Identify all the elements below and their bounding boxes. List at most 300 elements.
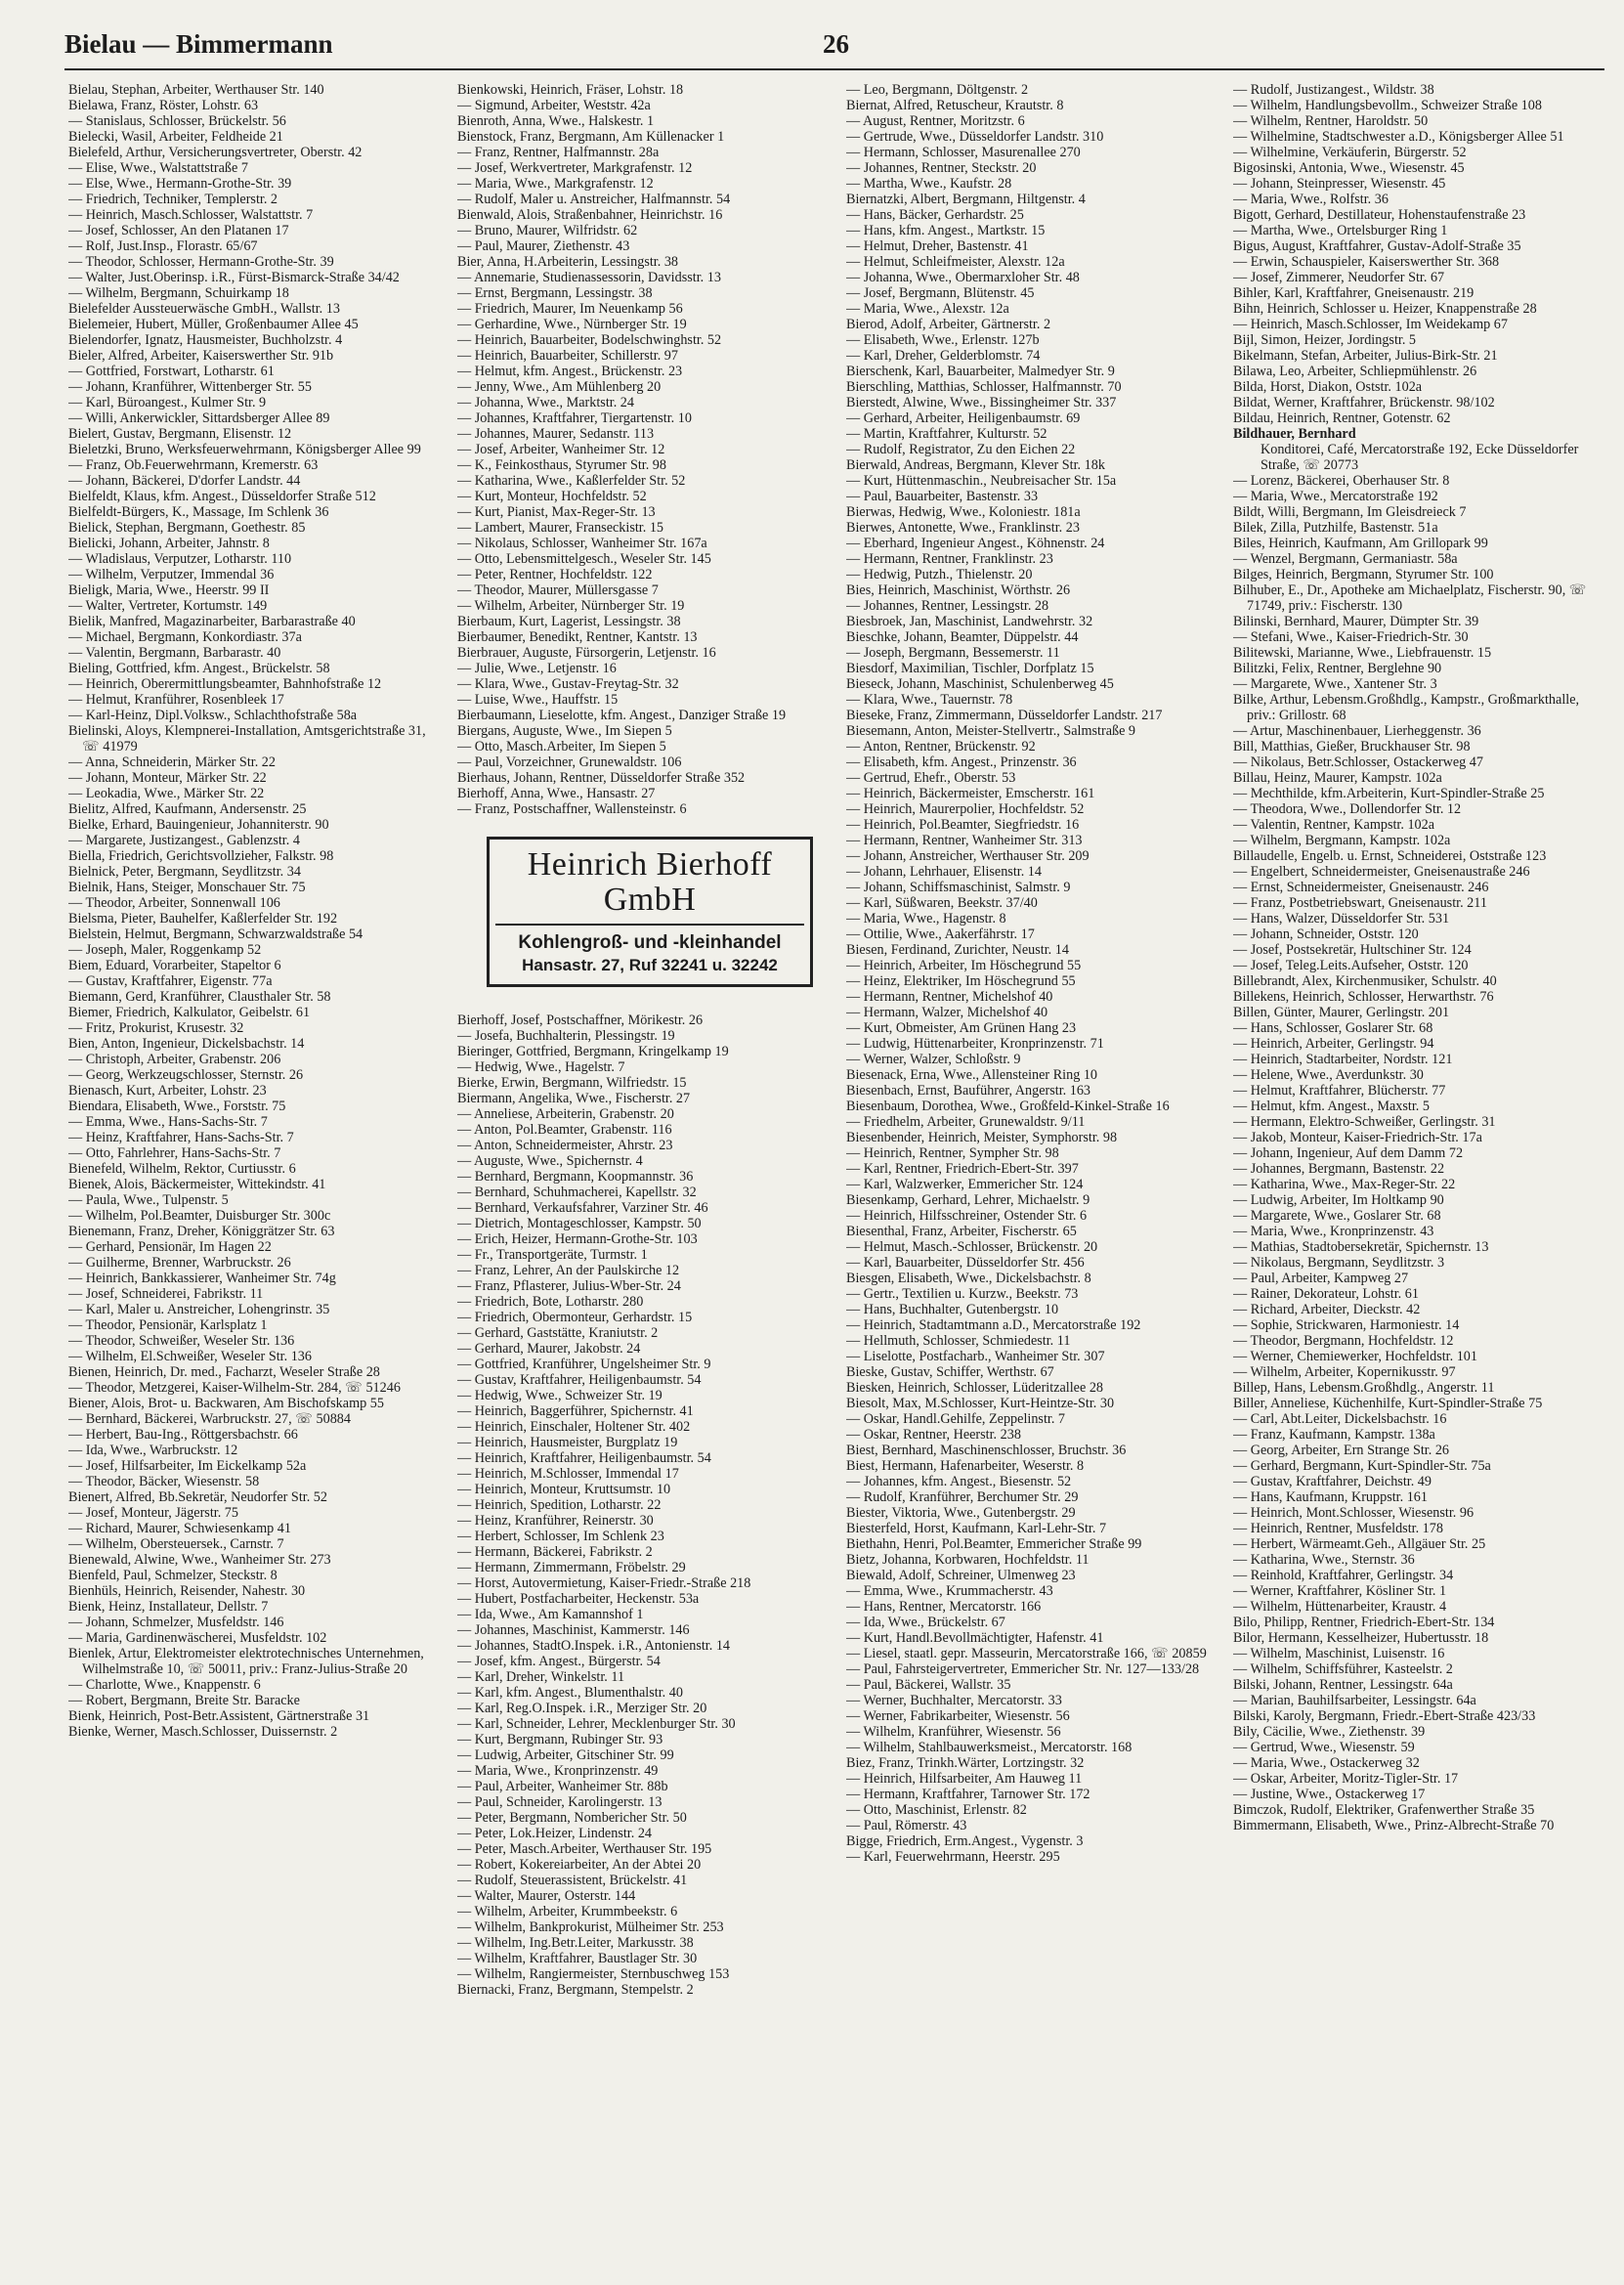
directory-entry: — Rolf, Just.Insp., Florastr. 65/67 — [68, 238, 258, 254]
directory-entry: Billau, Heinz, Maurer, Kampstr. 102a — [1233, 770, 1442, 786]
directory-entry: — Heinrich, Hilfsschreiner, Ostender Str. 6 — [846, 1208, 1088, 1224]
directory-entry: — Heinrich, Masch.Schlosser, Im Weidekamp 67 — [1233, 317, 1508, 332]
directory-entry: Bier, Anna, H.Arbeiterin, Lessingstr. 38 — [457, 254, 679, 270]
directory-entry: Biesken, Heinrich, Schlosser, Lüderitzallee 28 — [846, 1380, 1104, 1396]
directory-entry: — Hermann, Rentner, Wanheimer Str. 313 — [846, 833, 1083, 848]
directory-entry: — Werner, Kraftfahrer, Kösliner Str. 1 — [1233, 1583, 1447, 1599]
directory-entry: — Auguste, Wwe., Spichernstr. 4 — [457, 1153, 643, 1169]
directory-entry: — Elise, Wwe., Walstattstraße 7 — [68, 160, 248, 176]
running-title: Bielau — Bimmermann — [64, 29, 333, 59]
directory-entry: — Anneliese, Arbeiterin, Grabenstr. 20 — [457, 1106, 674, 1122]
directory-entry: — Robert, Bergmann, Breite Str. Baracke — [68, 1693, 300, 1708]
directory-entry: — Josef, Hilfsarbeiter, Im Eickelkamp 52a — [68, 1458, 307, 1474]
directory-entry: Bilski, Karoly, Bergmann, Friedr.-Ebert-Straße 423/33 — [1233, 1708, 1536, 1724]
directory-entry: — Wilhelm, Arbeiter, Nürnberger Str. 19 — [457, 598, 685, 614]
directory-entry: — Friedrich, Maurer, Im Neuenkamp 56 — [457, 301, 683, 317]
directory-entry: — Heinrich, Kraftfahrer, Heiligenbaumstr. 54 — [457, 1450, 711, 1466]
directory-entry: — Friedrich, Obermonteur, Gerhardstr. 15 — [457, 1310, 693, 1325]
directory-entry: — Heinrich, Einschaler, Holtener Str. 402 — [457, 1419, 691, 1435]
directory-entry: — Wilhelm, Bergmann, Schuirkamp 18 — [68, 285, 289, 301]
directory-entry: — Gertr., Textilien u. Kurzw., Beekstr. 73 — [846, 1286, 1079, 1302]
column-1 — [68, 82, 432, 2262]
directory-entry: — Valentin, Rentner, Kampstr. 102a — [1233, 817, 1435, 833]
directory-entry: — Anton, Schneidermeister, Ahrstr. 23 — [457, 1138, 673, 1153]
directory-entry: — Rudolf, Registrator, Zu den Eichen 22 — [846, 442, 1076, 457]
directory-entry: — Wilhelm, Arbeiter, Krummbeekstr. 6 — [457, 1904, 678, 1919]
directory-entry: — Willi, Ankerwickler, Sittardsberger Allee 89 — [68, 410, 330, 426]
directory-entry: Bill, Matthias, Gießer, Bruckhauser Str. 98 — [1233, 739, 1471, 754]
directory-entry: — Ida, Wwe., Brückelstr. 67 — [846, 1615, 1005, 1630]
directory-entry: Bierhaus, Johann, Rentner, Düsseldorfer Straße 352 — [457, 770, 746, 786]
directory-entry: Bielendorfer, Ignatz, Hausmeister, Buchholzstr. 4 — [68, 332, 343, 348]
directory-entry: — Wilhelm, Rangiermeister, Sternbuschweg 153 — [457, 1966, 730, 1982]
directory-entry: — Werner, Fabrikarbeiter, Wiesenstr. 56 — [846, 1708, 1070, 1724]
directory-entry: — Kurt, Handl.Bevollmächtigter, Hafenstr. 41 — [846, 1630, 1104, 1646]
directory-entry: Biesenbender, Heinrich, Meister, Symphorstr. 98 — [846, 1130, 1118, 1145]
directory-entry: — Werner, Chemiewerker, Hochfeldstr. 101 — [1233, 1349, 1477, 1364]
directory-entry: Billaudelle, Engelb. u. Ernst, Schneiderei, Oststraße 123 — [1233, 848, 1547, 864]
directory-entry: — Josef, Werkvertreter, Markgrafenstr. 12 — [457, 160, 693, 176]
column-4 — [1233, 82, 1597, 2262]
directory-entry: Bienk, Heinrich, Post-Betr.Assistent, Gärtnerstraße 31 — [68, 1708, 370, 1724]
directory-entry: — Theodor, Bäcker, Wiesenstr. 58 — [68, 1474, 260, 1489]
directory-entry: — Johanna, Wwe., Obermarxloher Str. 48 — [846, 270, 1080, 285]
directory-entry: Bierbrauer, Auguste, Fürsorgerin, Letjenstr. 16 — [457, 645, 716, 661]
directory-entry: Biergans, Auguste, Wwe., Im Siepen 5 — [457, 723, 672, 739]
directory-entry: — Carl, Abt.Leiter, Dickelsbachstr. 16 — [1233, 1411, 1447, 1427]
directory-entry: — Karl-Heinz, Dipl.Volksw., Schlachthofstraße 58a — [68, 708, 358, 723]
directory-entry: — Helene, Wwe., Averdunkstr. 30 — [1233, 1067, 1424, 1083]
directory-entry: — Otto, Masch.Arbeiter, Im Siepen 5 — [457, 739, 666, 754]
directory-entry: — Heinrich, Rentner, Musfeldstr. 178 — [1233, 1521, 1443, 1536]
directory-entry: Bielicki, Johann, Arbeiter, Jahnstr. 8 — [68, 536, 270, 551]
highlighted-entry-detail: Konditorei, Café, Mercatorstraße 192, Ecke Düsseldorfer Straße, ☏ 20773 — [1261, 442, 1579, 473]
directory-entry: — Heinrich, Hausmeister, Burgplatz 19 — [457, 1435, 678, 1450]
directory-entry: — Johann, Schmelzer, Musfeldstr. 146 — [68, 1615, 284, 1630]
directory-entry: — Gerhard, Maurer, Jakobstr. 24 — [457, 1341, 641, 1357]
directory-entry: — Joseph, Bergmann, Bessemerstr. 11 — [846, 645, 1060, 661]
page-header — [64, 29, 1604, 68]
directory-entry: — Justine, Wwe., Ostackerweg 17 — [1233, 1787, 1426, 1802]
directory-entry: — Bruno, Maurer, Wilfridstr. 62 — [457, 223, 638, 238]
directory-entry: — Karl, Büroangest., Kulmer Str. 9 — [68, 395, 267, 410]
ad-address-line: Hansastr. 27, Ruf 32241 u. 32242 — [522, 956, 778, 974]
directory-entry: — Charlotte, Wwe., Knappenstr. 6 — [68, 1677, 261, 1693]
directory-entry: — Bernhard, Schuhmacherei, Kapellstr. 32 — [457, 1185, 697, 1200]
directory-entry: — Hans, Schlosser, Goslarer Str. 68 — [1233, 1020, 1433, 1036]
directory-entry: Biella, Friedrich, Gerichtsvollzieher, Falkstr. 98 — [68, 848, 334, 864]
directory-entry: Biermann, Angelika, Wwe., Fischerstr. 27 — [457, 1091, 691, 1106]
directory-entry: Bierwes, Antonette, Wwe., Franklinstr. 23 — [846, 520, 1080, 536]
directory-entry: Bilke, Arthur, Lebensm.Großhdlg., Kampstr., Großmarkthalle, priv.: Grillostr. 68 — [1233, 692, 1580, 723]
directory-entry: — August, Rentner, Moritzstr. 6 — [846, 113, 1025, 129]
directory-entry: Bienwald, Alois, Straßenbahner, Heinrichstr. 16 — [457, 207, 723, 223]
directory-entry: — Hubert, Postfacharbeiter, Heckenstr. 53a — [457, 1591, 700, 1607]
directory-entry: Bien, Anton, Ingenieur, Dickelsbachstr. 14 — [68, 1036, 305, 1052]
directory-entry: — Lorenz, Bäckerei, Oberhauser Str. 8 — [1233, 473, 1450, 489]
directory-entry: Bienert, Alfred, Bb.Sekretär, Neudorfer Str. 52 — [68, 1489, 327, 1505]
directory-entry: — Heinrich, Bauarbeiter, Schillerstr. 97 — [457, 348, 678, 364]
directory-entry: — Ida, Wwe., Am Kamannshof 1 — [457, 1607, 644, 1622]
directory-entry: — Herbert, Bau-Ing., Röttgersbachstr. 66 — [68, 1427, 298, 1443]
directory-entry: — Josef, Monteur, Jägerstr. 75 — [68, 1505, 238, 1521]
directory-entry: — Heinrich, Rentner, Sympher Str. 98 — [846, 1145, 1059, 1161]
directory-entry: — Mathias, Stadtobersekretär, Spichernstr. 13 — [1233, 1239, 1489, 1255]
directory-entry: — Friedrich, Techniker, Templerstr. 2 — [68, 192, 278, 207]
directory-entry: — Wilhelm, Obersteuersek., Carnstr. 7 — [68, 1536, 284, 1552]
directory-entry: — Gerhard, Gaststätte, Kraniutstr. 2 — [457, 1325, 659, 1341]
directory-entry: — Mechthilde, kfm.Arbeiterin, Kurt-Spindler-Straße 25 — [1233, 786, 1545, 801]
directory-entry: Bilski, Johann, Rentner, Lessingstr. 64a — [1233, 1677, 1453, 1693]
directory-entry: Biest, Bernhard, Maschinenschlosser, Bruchstr. 36 — [846, 1443, 1127, 1458]
directory-entry: Bierod, Adolf, Arbeiter, Gärtnerstr. 2 — [846, 317, 1051, 332]
directory-entry: — Elisabeth, kfm. Angest., Prinzenstr. 36 — [846, 754, 1077, 770]
directory-entry: — Rudolf, Steuerassistent, Brückelstr. 41 — [457, 1873, 688, 1888]
directory-entry: — Gerhard, Arbeiter, Heiligenbaumstr. 69 — [846, 410, 1081, 426]
directory-entry: — Liesel, staatl. gepr. Masseurin, Mercatorstraße 166, ☏ 20859 — [846, 1646, 1207, 1661]
directory-entry: — Walter, Just.Oberinsp. i.R., Fürst-Bismarck-Straße 34/42 — [68, 270, 400, 285]
directory-entry: — Walter, Maurer, Osterstr. 144 — [457, 1888, 636, 1904]
directory-entry: — Helmut, Kranführer, Rosenbleek 17 — [68, 692, 284, 708]
directory-entry: — Elisabeth, Wwe., Erlenstr. 127b — [846, 332, 1040, 348]
directory-entry: Bielinski, Aloys, Klempnerei-Installation, Amtsgerichtstraße 31, ☏ 41979 — [68, 723, 426, 754]
directory-entry: — Annemarie, Studienassessorin, Davidsstr. 13 — [457, 270, 721, 285]
directory-entry: — Wenzel, Bergmann, Germaniastr. 58a — [1233, 551, 1458, 567]
directory-entry: — Anton, Pol.Beamter, Grabenstr. 116 — [457, 1122, 672, 1138]
directory-entry: — Johannes, Maschinist, Kammerstr. 146 — [457, 1622, 690, 1638]
directory-entry: — Wilhelm, Kranführer, Wiesenstr. 56 — [846, 1724, 1061, 1740]
directory-entry: — Hellmuth, Schlosser, Schmiedestr. 11 — [846, 1333, 1071, 1349]
directory-entry: — Johannes, Bergmann, Bastenstr. 22 — [1233, 1161, 1445, 1177]
directory-entry: Bigge, Friedrich, Erm.Angest., Vygenstr. 3 — [846, 1833, 1084, 1849]
directory-entry: Bihler, Karl, Kraftfahrer, Gneisenaustr. 219 — [1233, 285, 1474, 301]
directory-entry: — Helmut, Dreher, Bastenstr. 41 — [846, 238, 1029, 254]
directory-entry: — Werner, Walzer, Schloßstr. 9 — [846, 1052, 1021, 1067]
directory-entry: — Robert, Kokereiarbeiter, An der Abtei 20 — [457, 1857, 702, 1873]
directory-entry: — Johann, Steinpresser, Wiesenstr. 45 — [1233, 176, 1446, 192]
directory-entry: — Theodor, Maurer, Müllersgasse 7 — [457, 582, 659, 598]
directory-entry: Bihn, Heinrich, Schlosser u. Heizer, Knappenstraße 28 — [1233, 301, 1537, 317]
directory-entry: — Eberhard, Ingenieur Angest., Köhnenstr. 24 — [846, 536, 1105, 551]
directory-entry: Bielik, Manfred, Magazinarbeiter, Barbarastraße 40 — [68, 614, 356, 629]
advertisement-box — [487, 837, 813, 987]
directory-entry: — Heinrich, Arbeiter, Gerlingstr. 94 — [1233, 1036, 1434, 1052]
directory-entry: — Maria, Wwe., Alexstr. 12a — [846, 301, 1009, 317]
directory-entry: Bienefeld, Wilhelm, Rektor, Curtiusstr. 6 — [68, 1161, 296, 1177]
directory-entry: — Otto, Lebensmittelgesch., Weseler Str. 145 — [457, 551, 711, 567]
directory-entry: Bielick, Stephan, Bergmann, Goethestr. 85 — [68, 520, 306, 536]
directory-entry: — Hermann, Elektro-Schweißer, Gerlingstr. 31 — [1233, 1114, 1496, 1130]
directory-entry: — Hermann, Rentner, Michelshof 40 — [846, 989, 1053, 1005]
directory-entry: Biener, Alois, Brot- u. Backwaren, Am Bischofskamp 55 — [68, 1396, 384, 1411]
directory-entry: — Paul, Bäckerei, Wallstr. 35 — [846, 1677, 1011, 1693]
directory-entry: Biester, Viktoria, Wwe., Gutenbergstr. 29 — [846, 1505, 1076, 1521]
directory-entry: — Helmut, kfm. Angest., Brückenstr. 23 — [457, 364, 683, 379]
directory-entry: — Maria, Wwe., Ostackerweg 32 — [1233, 1755, 1420, 1771]
directory-entry: — Karl, Walzwerker, Emmericher Str. 124 — [846, 1177, 1084, 1192]
directory-entry: — Josefa, Buchhalterin, Plessingstr. 19 — [457, 1028, 675, 1044]
directory-entry: — Paul, Bauarbeiter, Bastenstr. 33 — [846, 489, 1039, 504]
directory-entry: Bieske, Gustav, Schiffer, Werthstr. 67 — [846, 1364, 1054, 1380]
directory-entry: — Engelbert, Schneidermeister, Gneisenaustraße 246 — [1233, 864, 1530, 880]
directory-entry: — Michael, Bergmann, Konkordiastr. 37a — [68, 629, 302, 645]
directory-entry: — Bernhard, Bergmann, Koopmannstr. 36 — [457, 1169, 694, 1185]
directory-entry: — Hans, Walzer, Düsseldorfer Str. 531 — [1233, 911, 1450, 927]
directory-entry: Bielert, Gustav, Bergmann, Elisenstr. 12 — [68, 426, 292, 442]
directory-entry: — Wilhelm, Hüttenarbeiter, Kraustr. 4 — [1233, 1599, 1447, 1615]
directory-entry: Bilo, Philipp, Rentner, Friedrich-Ebert-Str. 134 — [1233, 1615, 1495, 1630]
directory-entry: — Wilhelm, Ing.Betr.Leiter, Markusstr. 38 — [457, 1935, 694, 1951]
directory-entry: — Theodor, Schlosser, Hermann-Grothe-Str. 39 — [68, 254, 334, 270]
directory-entry: — Johann, Lehrhauer, Elisenstr. 14 — [846, 864, 1042, 880]
directory-entry: — Johann, Schiffsmaschinist, Salmstr. 9 — [846, 880, 1071, 895]
directory-entry: — Josef, Bergmann, Blütenstr. 45 — [846, 285, 1035, 301]
page-number: 26 — [823, 29, 849, 59]
directory-entry: — Johann, Kranführer, Wittenberger Str. 55 — [68, 379, 312, 395]
directory-entry: Bilhuber, E., Dr., Apotheke am Michaelplatz, Fischerstr. 90, ☏ 71749, priv.: Fischerstr. 130 — [1233, 582, 1587, 614]
directory-entry: — Heinz, Kraftfahrer, Hans-Sachs-Str. 7 — [68, 1130, 294, 1145]
directory-entry: Bimmermann, Elisabeth, Wwe., Prinz-Albrecht-Straße 70 — [1233, 1818, 1555, 1833]
directory-entry: — Franz, Kaufmann, Kampstr. 138a — [1233, 1427, 1435, 1443]
directory-entry: — Emma, Wwe., Krummacherstr. 43 — [846, 1583, 1053, 1599]
directory-entry: Bierke, Erwin, Bergmann, Wilfriedstr. 15 — [457, 1075, 687, 1091]
directory-entry: — Johann, Bäckerei, D'dorfer Landstr. 44 — [68, 473, 301, 489]
directory-entry: Biez, Franz, Trinkh.Wärter, Lortzingstr. 32 — [846, 1755, 1085, 1771]
directory-entry: — Joseph, Maler, Roggenkamp 52 — [68, 942, 262, 958]
directory-entry: — Ernst, Bergmann, Lessingstr. 38 — [457, 285, 653, 301]
directory-entry: Bies, Heinrich, Maschinist, Wörthstr. 26 — [846, 582, 1071, 598]
directory-entry: — Wilhelmine, Verkäuferin, Bürgerstr. 52 — [1233, 145, 1467, 160]
directory-entry: Biendara, Elisabeth, Wwe., Forststr. 75 — [68, 1099, 286, 1114]
directory-entry: — Wilhelm, Verputzer, Immendal 36 — [68, 567, 275, 582]
directory-entry: — Theodora, Wwe., Dollendorfer Str. 12 — [1233, 801, 1462, 817]
directory-entry: — Kurt, Bergmann, Rubinger Str. 93 — [457, 1732, 663, 1747]
directory-entry: — Wilhelm, Bergmann, Kampstr. 102a — [1233, 833, 1451, 848]
directory-entry: — Christoph, Arbeiter, Grabenstr. 206 — [68, 1052, 281, 1067]
directory-entry: — Johannes, StadtO.Inspek. i.R., Antonienstr. 14 — [457, 1638, 731, 1654]
directory-entry: Biesbroek, Jan, Maschinist, Landwehrstr. 32 — [846, 614, 1093, 629]
directory-entry: — Otto, Maschinist, Erlenstr. 82 — [846, 1802, 1027, 1818]
directory-entry: — Karl, Bauarbeiter, Düsseldorfer Str. 456 — [846, 1255, 1085, 1271]
directory-entry: — Jakob, Monteur, Kaiser-Friedrich-Str. 17a — [1233, 1130, 1482, 1145]
directory-entry: — Wilhelmine, Stadtschwester a.D., Königsberger Allee 51 — [1233, 129, 1564, 145]
directory-entry: — Heinrich, Bäckermeister, Emscherstr. 161 — [846, 786, 1095, 801]
directory-entry: — Karl, Dreher, Winkelstr. 11 — [457, 1669, 625, 1685]
directory-entry: — Johann, Anstreicher, Werthauser Str. 209 — [846, 848, 1090, 864]
directory-entry: Bielefeld, Arthur, Versicherungsvertreter, Oberstr. 42 — [68, 145, 363, 160]
directory-entry: Biesen, Ferdinand, Zurichter, Neustr. 14 — [846, 942, 1069, 958]
directory-entry: — Peter, Masch.Arbeiter, Werthauser Str. 195 — [457, 1841, 712, 1857]
directory-entry: Bilda, Horst, Diakon, Oststr. 102a — [1233, 379, 1423, 395]
directory-entry: Biem, Eduard, Vorarbeiter, Stapeltor 6 — [68, 958, 281, 973]
directory-entry: — Sigmund, Arbeiter, Weststr. 42a — [457, 98, 651, 113]
directory-entry: Biesemann, Anton, Meister-Stellvertr., Salmstraße 9 — [846, 723, 1136, 739]
directory-entry: Bielau, Stephan, Arbeiter, Werthauser Str. 140 — [68, 82, 324, 98]
directory-entry: Biesenbach, Ernst, Bauführer, Angerstr. 163 — [846, 1083, 1091, 1099]
directory-entry: Bieling, Gottfried, kfm. Angest., Brückelstr. 58 — [68, 661, 330, 676]
directory-entry: — Hermann, Bäckerei, Fabrikstr. 2 — [457, 1544, 653, 1560]
directory-entry: Bienen, Heinrich, Dr. med., Facharzt, Weseler Straße 28 — [68, 1364, 380, 1380]
directory-entry: — Wilhelm, Bankprokurist, Mülheimer Str. 253 — [457, 1919, 724, 1935]
directory-entry: — Luise, Wwe., Hauffstr. 15 — [457, 692, 619, 708]
directory-entry: — Heinrich, Arbeiter, Im Höschegrund 55 — [846, 958, 1082, 973]
directory-entry: Biesdorf, Maximilian, Tischler, Dorfplatz 15 — [846, 661, 1094, 676]
directory-entry: — Josef, kfm. Angest., Bürgerstr. 54 — [457, 1654, 661, 1669]
directory-entry: — Theodor, Arbeiter, Sonnenwall 106 — [68, 895, 280, 911]
directory-entry: — Maria, Wwe., Kronprinzenstr. 43 — [1233, 1224, 1434, 1239]
column-3 — [846, 82, 1210, 2262]
directory-entry: — Nikolaus, Schlosser, Wanheimer Str. 167a — [457, 536, 707, 551]
directory-entry: — Ludwig, Hüttenarbeiter, Kronprinzenstr. 71 — [846, 1036, 1104, 1052]
directory-entry: — Martin, Kraftfahrer, Kulturstr. 52 — [846, 426, 1047, 442]
directory-entry: — Josef, Schneiderei, Fabrikstr. 11 — [68, 1286, 264, 1302]
directory-entry: — Richard, Arbeiter, Dieckstr. 42 — [1233, 1302, 1421, 1317]
directory-entry: — Franz, Rentner, Halfmannstr. 28a — [457, 145, 660, 160]
directory-entry: — Johannes, kfm. Angest., Biesenstr. 52 — [846, 1474, 1072, 1489]
directory-entry: — Hermann, Rentner, Franklinstr. 23 — [846, 551, 1053, 567]
directory-entry: — Erwin, Schauspieler, Kaiserswerther Str. 368 — [1233, 254, 1500, 270]
directory-entry: — Friedrich, Bote, Lotharstr. 280 — [457, 1294, 644, 1310]
directory-entry: — Liselotte, Postfacharb., Wanheimer Str. 307 — [846, 1349, 1105, 1364]
directory-entry: Biesenkamp, Gerhard, Lehrer, Michaelstr. 9 — [846, 1192, 1090, 1208]
directory-entry: Biernat, Alfred, Retuscheur, Krautstr. 8 — [846, 98, 1064, 113]
directory-entry: — Ludwig, Arbeiter, Im Holtkamp 90 — [1233, 1192, 1444, 1208]
directory-entry: — Kurt, Monteur, Hochfeldstr. 52 — [457, 489, 647, 504]
directory-entry: Billekens, Heinrich, Schlosser, Herwarthstr. 76 — [1233, 989, 1494, 1005]
directory-entry: — Georg, Werkzeugschlosser, Sternstr. 26 — [68, 1067, 304, 1083]
directory-entry: Bielnick, Peter, Bergmann, Seydlitzstr. 34 — [68, 864, 301, 880]
directory-entry: — Gerhard, Pensionär, Im Hagen 22 — [68, 1239, 272, 1255]
directory-entry: Bilor, Hermann, Kesselheizer, Hubertusstr. 18 — [1233, 1630, 1489, 1646]
directory-entry: — Hans, Buchhalter, Gutenbergstr. 10 — [846, 1302, 1059, 1317]
directory-entry: — Maria, Wwe., Rolfstr. 36 — [1233, 192, 1389, 207]
directory-entry: Bilawa, Leo, Arbeiter, Schliepmühlenstr. 26 — [1233, 364, 1477, 379]
directory-entry: Biethahn, Henri, Pol.Beamter, Emmericher Straße 99 — [846, 1536, 1142, 1552]
directory-entry: Biesenthal, Franz, Arbeiter, Fischerstr. 65 — [846, 1224, 1077, 1239]
directory-entry: — Margarete, Justizangest., Gablenzstr. 4 — [68, 833, 300, 848]
directory-entry: — Heinrich, Spedition, Lotharstr. 22 — [457, 1497, 662, 1513]
directory-entry: — Martha, Wwe., Ortelsburger Ring 1 — [1233, 223, 1448, 238]
directory-entry: — Josef, Teleg.Leits.Aufseher, Oststr. 120 — [1233, 958, 1469, 973]
directory-entry: — Bernhard, Bäckerei, Warbruckstr. 27, ☏ 50884 — [68, 1411, 351, 1427]
column-2 — [457, 82, 821, 2262]
directory-entry: — Josef, Zimmerer, Neudorfer Str. 67 — [1233, 270, 1445, 285]
directory-entry: — Helmut, Schleifmeister, Alexstr. 12a — [846, 254, 1065, 270]
directory-entry: — Gottfried, Forstwart, Lotharstr. 61 — [68, 364, 275, 379]
directory-entry: Bienstock, Franz, Bergmann, Am Küllenacker 1 — [457, 129, 725, 145]
directory-entry: — Klara, Wwe., Tauernstr. 78 — [846, 692, 1013, 708]
directory-entry: Biles, Heinrich, Kaufmann, Am Grillopark 99 — [1233, 536, 1488, 551]
directory-entry: Bieschke, Johann, Beamter, Düppelstr. 44 — [846, 629, 1079, 645]
directory-entry: — Klara, Wwe., Gustav-Freytag-Str. 32 — [457, 676, 679, 692]
directory-entry: — Johannes, Rentner, Lessingstr. 28 — [846, 598, 1049, 614]
directory-entry: — Sophie, Strickwaren, Harmoniestr. 14 — [1233, 1317, 1460, 1333]
directory-entry: — Oskar, Arbeiter, Moritz-Tigler-Str. 17 — [1233, 1771, 1459, 1787]
directory-entry: — Margarete, Wwe., Xantener Str. 3 — [1233, 676, 1437, 692]
directory-entry: — Helmut, kfm. Angest., Maxstr. 5 — [1233, 1099, 1430, 1114]
directory-entry: Bielke, Erhard, Bauingenieur, Johanniterstr. 90 — [68, 817, 329, 833]
directory-entry: — Hedwig, Wwe., Hagelstr. 7 — [457, 1059, 625, 1075]
directory-entry: — Georg, Arbeiter, Ern Strange Str. 26 — [1233, 1443, 1450, 1458]
directory-entry: — Franz, Postbetriebswart, Gneisenaustr. 211 — [1233, 895, 1487, 911]
directory-entry: Biest, Hermann, Hafenarbeiter, Weserstr. 8 — [846, 1458, 1085, 1474]
directory-entry: — Hedwig, Putzh., Thielenstr. 20 — [846, 567, 1033, 582]
directory-entry: Bielawa, Franz, Röster, Lohstr. 63 — [68, 98, 259, 113]
directory-entry: — Anna, Schneiderin, Märker Str. 22 — [68, 754, 276, 770]
directory-entry: Biemann, Gerd, Kranführer, Clausthaler Str. 58 — [68, 989, 331, 1005]
directory-entry: Bigosinski, Antonia, Wwe., Wiesenstr. 45 — [1233, 160, 1465, 176]
directory-entry: — Gottfried, Kranführer, Ungelsheimer Str. 9 — [457, 1357, 711, 1372]
directory-entry: — Hedwig, Wwe., Schweizer Str. 19 — [457, 1388, 662, 1403]
directory-entry: — Nikolaus, Betr.Schlosser, Ostackerweg 47 — [1233, 754, 1483, 770]
directory-entry: Bilinski, Bernhard, Maurer, Dümpter Str. 39 — [1233, 614, 1479, 629]
directory-entry: Bildt, Willi, Bergmann, Im Gleisdreieck 7 — [1233, 504, 1467, 520]
directory-entry: — Margarete, Wwe., Goslarer Str. 68 — [1233, 1208, 1441, 1224]
directory-entry: — Rudolf, Kranführer, Berchumer Str. 29 — [846, 1489, 1079, 1505]
directory-entry: — Wilhelm, Kraftfahrer, Baustlager Str. 30 — [457, 1951, 698, 1966]
directory-entry: Bienek, Alois, Bäckermeister, Wittekindstr. 41 — [68, 1177, 326, 1192]
directory-entry: — Heinrich, Maurerpolier, Hochfeldstr. 52 — [846, 801, 1085, 817]
directory-entry: — Helmut, Kraftfahrer, Blücherstr. 77 — [1233, 1083, 1446, 1099]
directory-entry: — Helmut, Masch.-Schlosser, Brückenstr. 20 — [846, 1239, 1098, 1255]
directory-entry: Bierschling, Matthias, Schlosser, Halfmannstr. 70 — [846, 379, 1122, 395]
directory-entry: Billep, Hans, Lebensm.Großhdlg., Angerstr. 11 — [1233, 1380, 1495, 1396]
directory-entry: — Maria, Gardinenwäscherei, Musfeldstr. 102 — [68, 1630, 327, 1646]
directory-entry: — Walter, Vertreter, Kortumstr. 149 — [68, 598, 268, 614]
directory-entry: Bijl, Simon, Heizer, Jordingstr. 5 — [1233, 332, 1417, 348]
directory-entry: — Kurt, Pianist, Max-Reger-Str. 13 — [457, 504, 656, 520]
directory-entry: — Stanislaus, Schlosser, Brückelstr. 56 — [68, 113, 286, 129]
directory-entry: — Hermann, Schlosser, Masurenallee 270 — [846, 145, 1081, 160]
directory-entry: Bieligk, Maria, Wwe., Heerstr. 99 II — [68, 582, 270, 598]
directory-entry: — Fritz, Prokurist, Krusestr. 32 — [68, 1020, 244, 1036]
directory-entry: — Katharina, Wwe., Kaßlerfelder Str. 52 — [457, 473, 686, 489]
directory-entry: — Heinz, Kranführer, Reinerstr. 30 — [457, 1513, 654, 1529]
directory-entry: — Wilhelm, Arbeiter, Kopernikusstr. 97 — [1233, 1364, 1456, 1380]
directory-entry: Biernacki, Franz, Bergmann, Stempelstr. 2 — [457, 1982, 694, 1998]
directory-entry: Bienroth, Anna, Wwe., Halskestr. 1 — [457, 113, 655, 129]
directory-entry: Biewald, Adolf, Schreiner, Ulmenweg 23 — [846, 1568, 1076, 1583]
directory-entry: — Oskar, Rentner, Heerstr. 238 — [846, 1427, 1021, 1443]
directory-entry: — Heinrich, Bauarbeiter, Bodelschwinghstr. 52 — [457, 332, 722, 348]
directory-entry: — Lambert, Maurer, Franseckistr. 15 — [457, 520, 664, 536]
directory-entry: Biemer, Friedrich, Kalkulator, Geibelstr. 61 — [68, 1005, 311, 1020]
directory-entry: — Artur, Maschinenbauer, Lierheggenstr. 36 — [1233, 723, 1481, 739]
directory-entry: — Julie, Wwe., Letjenstr. 16 — [457, 661, 617, 676]
directory-entry: — Anton, Rentner, Brückenstr. 92 — [846, 739, 1036, 754]
directory-entry: Biller, Anneliese, Küchenhilfe, Kurt-Spindler-Straße 75 — [1233, 1396, 1543, 1411]
directory-entry: Bierbaumann, Lieselotte, kfm. Angest., Danziger Straße 19 — [457, 708, 787, 723]
directory-entry: Bienasch, Kurt, Arbeiter, Lohstr. 23 — [68, 1083, 267, 1099]
directory-entry: Bildau, Heinrich, Rentner, Gotenstr. 62 — [1233, 410, 1451, 426]
directory-entry: — Guilherme, Brenner, Warbruckstr. 26 — [68, 1255, 291, 1271]
directory-entry: Bieseck, Johann, Maschinist, Schulenberweg 45 — [846, 676, 1114, 692]
directory-entry: Bilitzki, Felix, Rentner, Berglehne 90 — [1233, 661, 1442, 676]
directory-entry: Bigus, August, Kraftfahrer, Gustav-Adolf-Straße 35 — [1233, 238, 1521, 254]
directory-entry: — Wilhelm, Maschinist, Luisenstr. 16 — [1233, 1646, 1445, 1661]
directory-entry: — Herbert, Schlosser, Im Schlenk 23 — [457, 1529, 664, 1544]
directory-entry: — Oskar, Handl.Gehilfe, Zeppelinstr. 7 — [846, 1411, 1066, 1427]
directory-entry: — Gustav, Kraftfahrer, Eigenstr. 77a — [68, 973, 273, 989]
directory-entry: — Leo, Bergmann, Döltgenstr. 2 — [846, 82, 1029, 98]
directory-entry: — Hans, Bäcker, Gerhardstr. 25 — [846, 207, 1024, 223]
directory-entry: — Stefani, Wwe., Kaiser-Friedrich-Str. 30 — [1233, 629, 1469, 645]
directory-entry: — Maria, Wwe., Markgrafenstr. 12 — [457, 176, 654, 192]
directory-entry: — Maria, Wwe., Kronprinzenstr. 49 — [457, 1763, 659, 1779]
directory-entry: — Gerhard, Bergmann, Kurt-Spindler-Str. 75a — [1233, 1458, 1491, 1474]
directory-entry: — Hermann, Kraftfahrer, Tarnower Str. 172 — [846, 1787, 1090, 1802]
directory-entry: Bily, Cäcilie, Wwe., Ziethenstr. 39 — [1233, 1724, 1426, 1740]
